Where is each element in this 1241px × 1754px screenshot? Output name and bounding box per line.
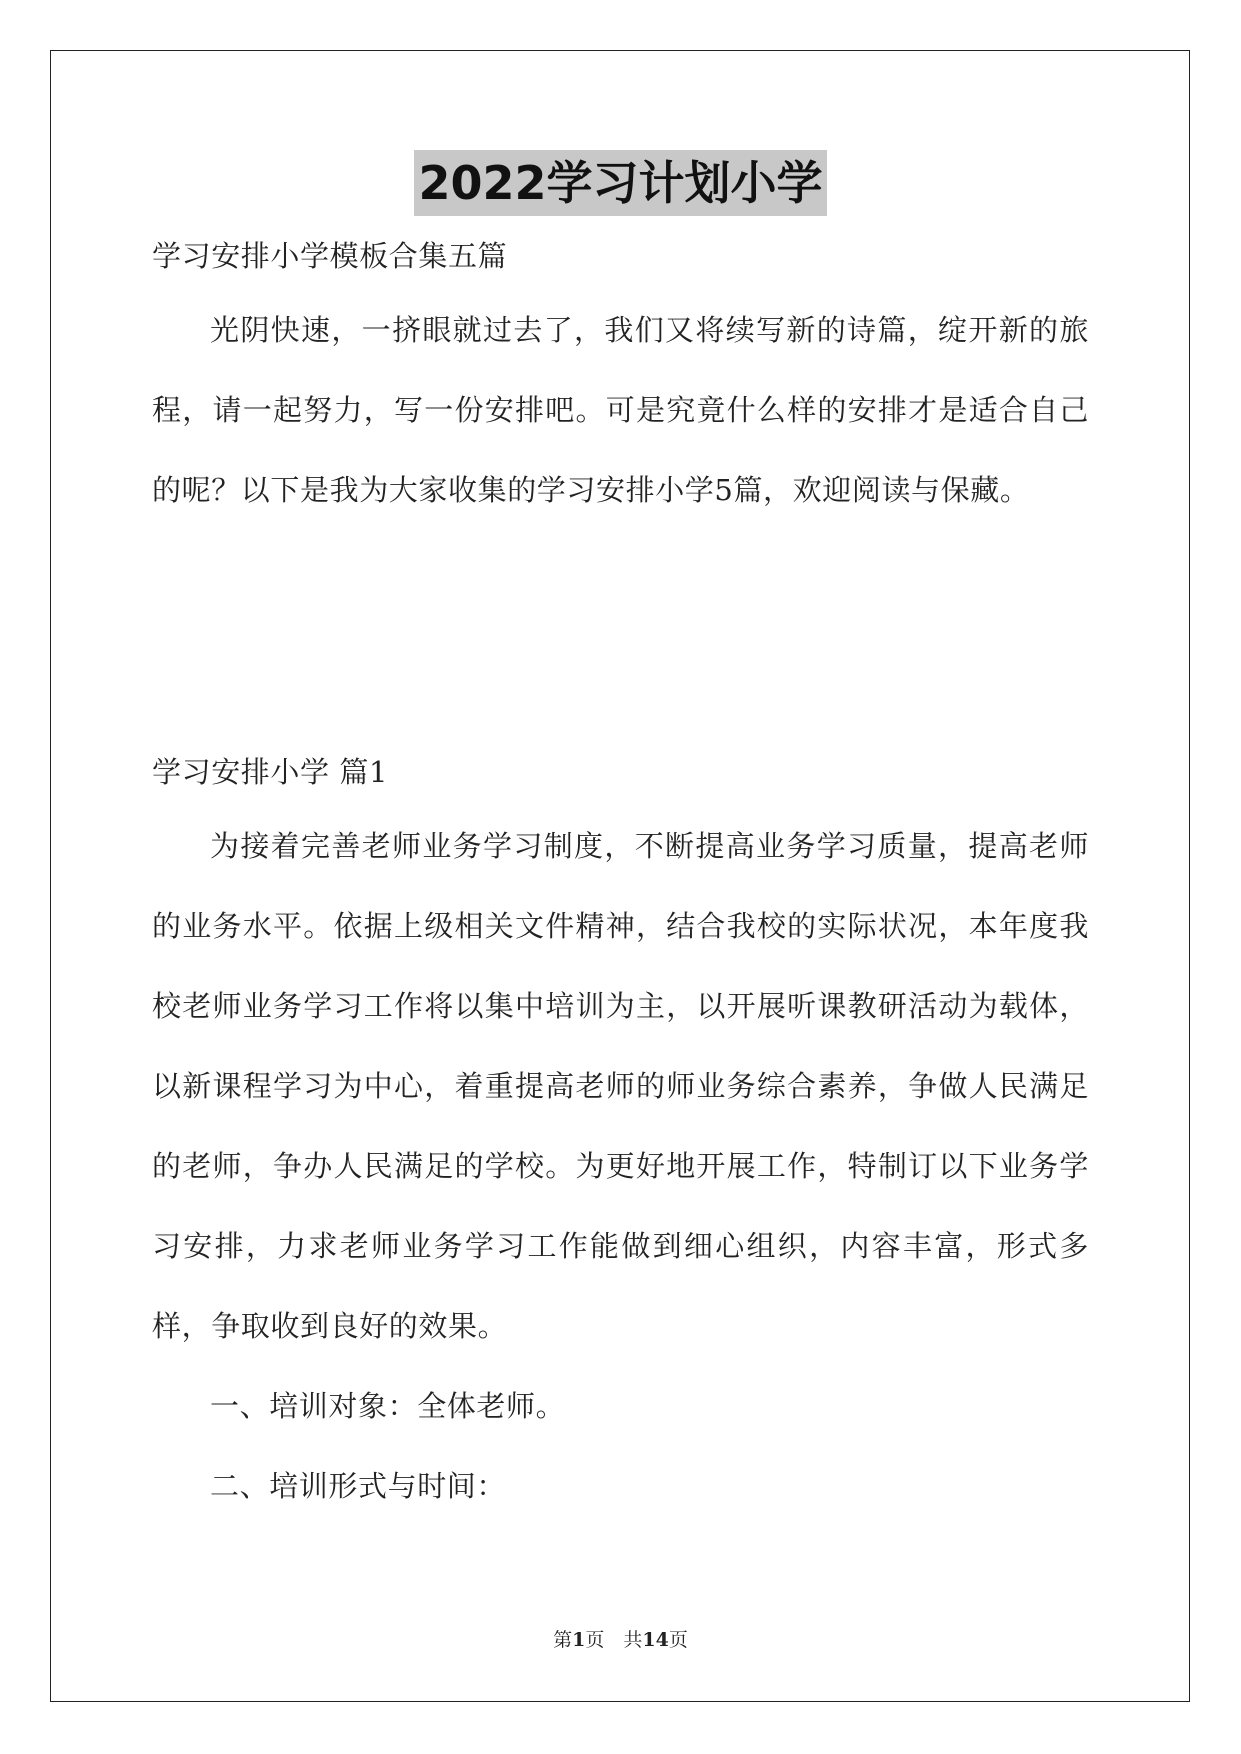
title-wrap — [0, 150, 1241, 216]
current-page-number: 1 — [572, 1629, 586, 1651]
list-item-training-target: 一、培训对象：全体老师。 — [210, 1389, 566, 1423]
document-subtitle: 学习安排小学模板合集五篇 — [152, 239, 508, 273]
total-pages-number: 14 — [642, 1629, 669, 1651]
section-heading: 学习安排小学 篇1 — [152, 755, 389, 789]
intro-paragraph: 光阴快速，一挤眼就过去了，我们又将续写新的诗篇，绽开新的旅程，请一起努力，写一份安排吧。可是究竟什么样的安排才是适合自己的呢？以下是我为大家收集的学习安排小学5篇，欢迎阅读与保藏。 — [152, 313, 1089, 507]
document-title: 2022学习计划小学 — [414, 150, 826, 216]
list-item-training-form: 二、培训形式与时间： — [210, 1469, 507, 1503]
footer-mid: 页 共 — [585, 1629, 643, 1651]
section-body-paragraph: 为接着完善老师业务学习制度，不断提高业务学习质量，提高老师的业务水平。依据上级相关文件精神，结合我校的实际状况，本年度我校老师业务学习工作将以集中培训为主，以开展听课教研活动为载体，以新课程学习为中心，着重提高老师的师业务综合素养，争做人民满足的老师，争办人民满足的学校。为更好地开展工作，特制订以下业务学习安排，力求老师业务学习工作能做到细心组织，内容丰富，形式多样，争取收到良好的效果。 — [152, 829, 1089, 1343]
footer-prefix: 第 — [553, 1629, 573, 1651]
footer-suffix: 页 — [668, 1629, 688, 1651]
page-footer — [0, 1625, 1241, 1652]
